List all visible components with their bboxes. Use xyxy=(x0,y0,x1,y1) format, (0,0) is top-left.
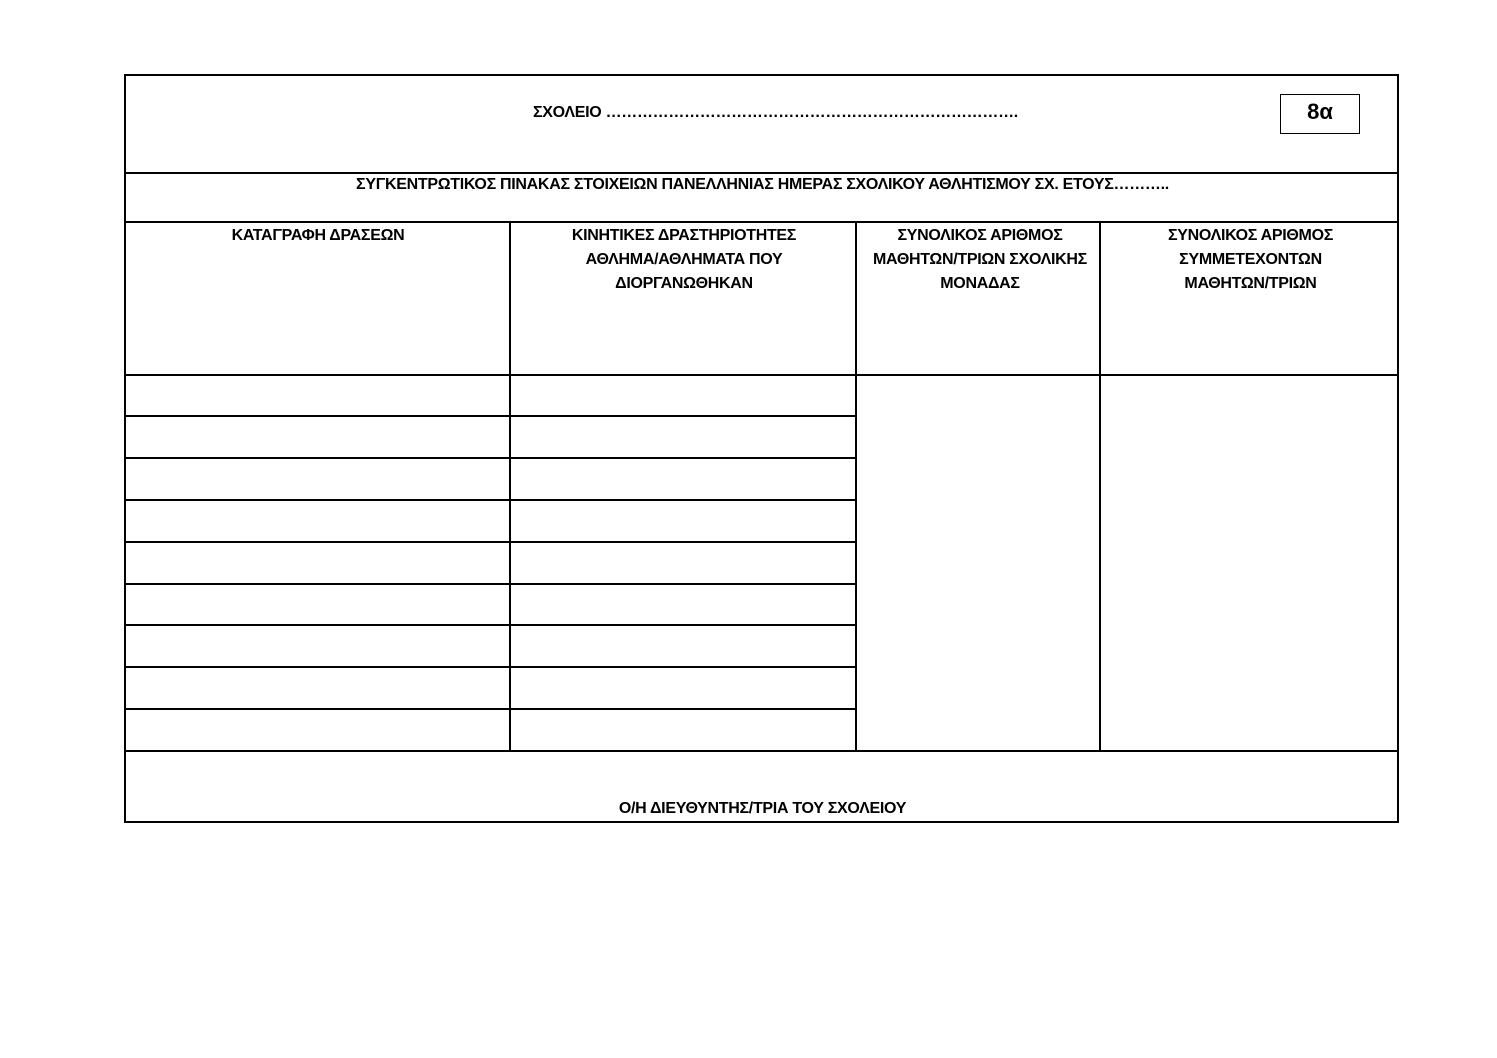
activity-entry-cell[interactable] xyxy=(512,459,854,498)
action-entry-cell[interactable] xyxy=(128,376,508,414)
column-header-line: ΑΘΛΗΜΑ/ΑΘΛΗΜΑΤΑ ΠΟΥ xyxy=(585,251,783,268)
column-header-line: ΣΥΝΟΛΙΚΟΣ ΑΡΙΘΜΟΣ xyxy=(897,227,1063,244)
form-code-badge: 8α xyxy=(1280,94,1360,134)
column-header-line: ΜΑΘΗΤΩΝ/ΤΡΙΩΝ xyxy=(1184,275,1317,292)
activity-entry-cell[interactable] xyxy=(512,626,854,665)
column-divider-3 xyxy=(1099,222,1101,750)
column-header-motor-activities xyxy=(511,224,857,296)
action-entry-cell[interactable] xyxy=(128,668,508,707)
school-name-line: ΣΧΟΛΕΙΟ ……………………………………………………………………. xyxy=(533,104,1018,121)
total-school-students-cell[interactable] xyxy=(858,376,1098,749)
activity-entry-cell[interactable] xyxy=(512,668,854,707)
action-entry-cell[interactable] xyxy=(128,585,508,623)
activity-entry-cell[interactable] xyxy=(512,543,854,582)
principal-signature-label: Ο/Η ΔΙΕΥΘΥΝΤΗΣ/ΤΡΙΑ ΤΟΥ ΣΧΟΛΕΙΟΥ xyxy=(618,800,907,817)
activity-entry-cell[interactable] xyxy=(512,710,854,749)
action-entry-cell[interactable] xyxy=(128,417,508,456)
summary-title: ΣΥΓΚΕΝΤΡΩΤΙΚΟΣ ΠΙΝΑΚΑΣ ΣΤΟΙΧΕΙΩΝ ΠΑΝΕΛΛΗΝΙΑΣ ΗΜΕΡΑΣ ΣΧΟΛΙΚΟΥ ΑΘΛΗΤΙΣΜΟΥ ΣΧ. ΕΤΟΥΣ……….. xyxy=(356,176,1169,193)
column-header-total-participants xyxy=(1102,224,1399,296)
column-header-line: ΣΥΝΟΛΙΚΟΣ ΑΡΙΘΜΟΣ xyxy=(1167,227,1334,244)
school-sports-day-form xyxy=(124,74,1399,823)
divider-header xyxy=(126,172,1399,174)
column-header-line: ΣΥΜΜΕΤΕΧΟΝΤΩΝ xyxy=(1179,251,1322,268)
column-header-line: ΜΑΘΗΤΩΝ/ΤΡΙΩΝ ΣΧΟΛΙΚΗΣ xyxy=(872,251,1087,268)
column-header-line: ΚΙΝΗΤΙΚΕΣ ΔΡΑΣΤΗΡΙΟΤΗΤΕΣ xyxy=(571,227,797,244)
column-divider-1 xyxy=(509,222,511,750)
column-header-actions-record xyxy=(126,224,510,248)
column-header-line: ΚΑΤΑΓΡΑΦΗ ΔΡΑΣΕΩΝ xyxy=(231,227,405,244)
divider-table-bottom xyxy=(126,750,1399,752)
column-divider-2 xyxy=(855,222,857,750)
total-participants-cell[interactable] xyxy=(1102,376,1398,749)
action-entry-cell[interactable] xyxy=(128,501,508,540)
action-entry-cell[interactable] xyxy=(128,710,508,749)
column-header-line: ΜΟΝΑΔΑΣ xyxy=(940,275,1020,292)
action-entry-cell[interactable] xyxy=(128,543,508,582)
column-header-line: ΔΙΟΡΓΑΝΩΘΗΚΑΝ xyxy=(615,275,753,292)
activity-entry-cell[interactable] xyxy=(512,501,854,540)
action-entry-cell[interactable] xyxy=(128,626,508,665)
activity-entry-cell[interactable] xyxy=(512,376,854,414)
column-header-total-school-students xyxy=(859,224,1101,296)
action-entry-cell[interactable] xyxy=(128,459,508,498)
activity-entry-cell[interactable] xyxy=(512,585,854,623)
divider-title xyxy=(126,221,1399,223)
activity-entry-cell[interactable] xyxy=(512,417,854,456)
